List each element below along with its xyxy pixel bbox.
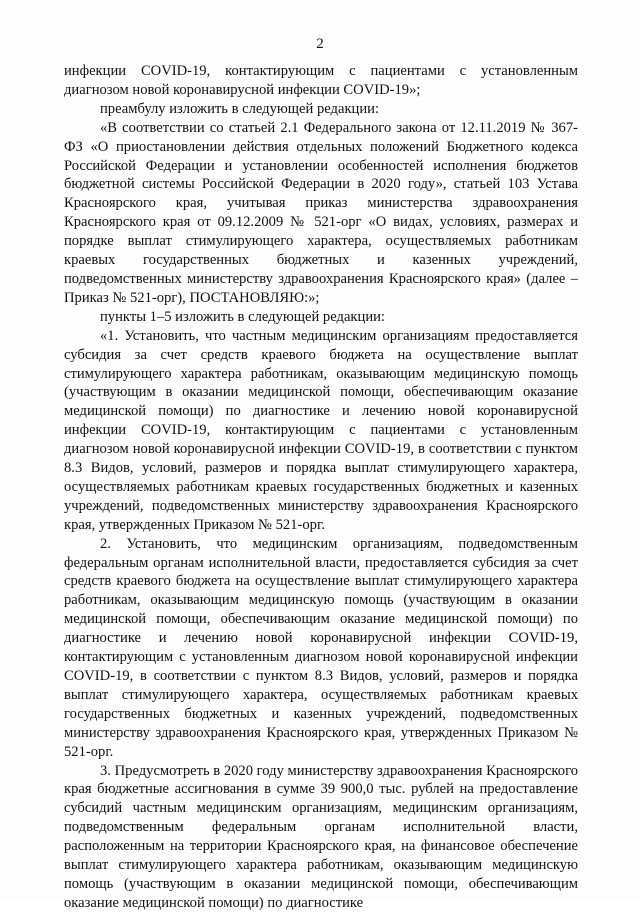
paragraph-points-instruction: пункты 1–5 изложить в следующей редакции: xyxy=(100,308,385,325)
paragraph-point-2: 2. Установить, что медицинским организациям, подведомственным федеральным органам исполнительной власти, предоставляется субсидия за счет средств краевого бюджета на осуществление выплат стимулирующего характера работникам, оказывающим медицинскую помощь (участвующим в оказании медицинской помощи, обеспечивающим оказание медицинской помощи) по диагностике и лечению новой коронавирусной инфекции COVID-19, контактирующим с установленным диагнозом новой коронавирусной инфекции COVID-19, в соответствии с пунктом 8.3 Видов, условий, размеров и порядка выплат стимулирующего характера, осуществляемых работникам краевых государственных бюджетных и казенных учреждений, подведомственных министерству здравоохранения Красноярского края, утвержденных Приказом № 521-орг. xyxy=(64,535,578,760)
paragraph-continuation: инфекции COVID-19, контактирующим с пациентами с установленным диагнозом новой коронавирусной инфекции COVID-19»; xyxy=(64,63,578,98)
paragraph-preamble: «В соответствии со статьей 2.1 Федерального закона от 12.11.2019 № 367-ФЗ «О приостановлении действия отдельных положений Бюджетного кодекса Российской Федерации и установлении особенностей исполнения бюджетов бюджетной системы Российской Федерации в 2020 году», статьей 103 Устава Красноярского края, учитывая приказ министерства здравоохранения Красноярского края от 09.12.2009 № 521-орг «О видах, условиях, размерах и порядке выплат стимулирующего характера, осуществляемых работникам краевых государственных бюджетных и казенных учреждений, подведомственных министерству здравоохранения Красноярского края» (далее – Приказ № 521-орг), ПОСТАНОВЛЯЮ:»; xyxy=(64,119,578,306)
paragraph-point-1: «1. Установить, что частным медицинским организациям предоставляется субсидия за счет средств краевого бюджета на осуществление выплат стимулирующего характера работникам, оказывающим медицинскую помощь (участвующим в оказании медицинской помощи, обеспечивающим оказание медицинской помощи) по диагностике и лечению новой коронавирусной инфекции COVID-19, контактирующим с пациентами с установленным диагнозом новой коронавирусной инфекции COVID-19, в соответствии с пунктом 8.3 Видов, условий, размеров и порядка выплат стимулирующего характера, осуществляемых работникам краевых государственных бюджетных и казенных учреждений, подведомственных министерству здравоохранения Красноярского края, утвержденных Приказом № 521-орг. xyxy=(64,327,578,533)
paragraph-preamble-instruction: преамбулу изложить в следующей редакции: xyxy=(100,100,380,117)
page-number: 2 xyxy=(316,36,324,52)
document-body xyxy=(64,62,578,913)
paragraph-point-3: 3. Предусмотреть в 2020 году министерству здравоохранения Красноярского края бюджетные ассигнования в сумме 39 900,0 тыс. рублей на предоставление субсидий частным медицинским организациям, медицинским организациям, подведомственным федеральным органам исполнительной власти, расположенным на территории Красноярского края, на финансовое обеспечение выплат стимулирующего характера работникам, оказывающим медицинскую помощь (участвующим в оказании медицинской помощи, обеспечивающим оказание медицинской помощи) по диагностике xyxy=(64,762,578,911)
